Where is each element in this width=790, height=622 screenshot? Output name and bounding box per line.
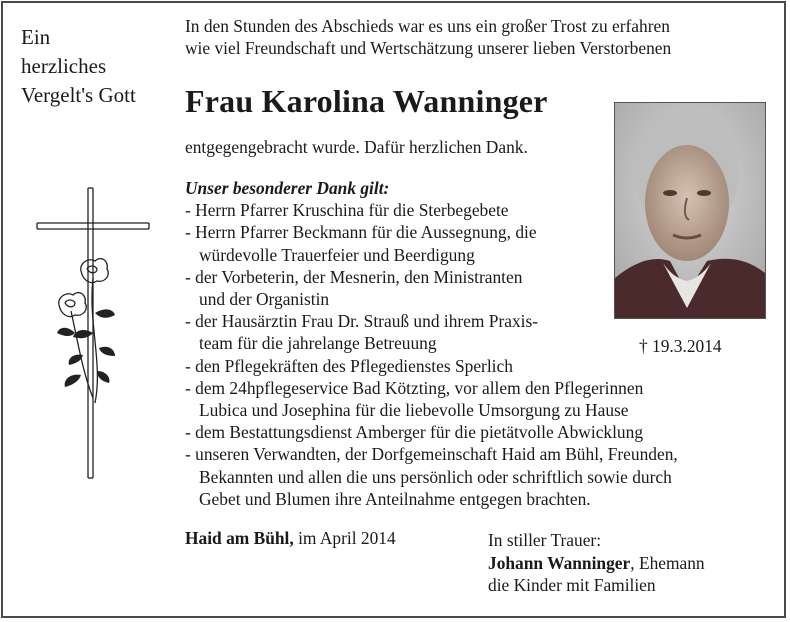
cross-with-roses-icon <box>33 183 153 483</box>
sidebar-text <box>21 23 136 110</box>
thanks-line: entgegengebracht wurde. Dafür herzlichen Dank. <box>185 137 528 157</box>
portrait-photo <box>614 102 766 319</box>
obituary-frame <box>1 1 786 618</box>
intro-line: In den Stunden des Abschieds war es uns ein großer Trost zu erfahren <box>185 16 670 36</box>
list-item-continuation: Gebet und Blumen ihre Anteilnahme entgegen brachten. <box>199 488 591 509</box>
mourning-label: In stiller Trauer: <box>488 530 602 550</box>
place-name: Haid am Bühl, <box>185 528 294 548</box>
intro-text <box>185 15 671 59</box>
list-item-continuation: team für die jahrelange Betreuung <box>199 333 437 354</box>
sidebar-line: herzliches <box>21 54 107 78</box>
list-item: - der Vorbeterin, der Mesnerin, den Ministranten <box>185 266 523 287</box>
place-date <box>185 528 396 549</box>
family-line: die Kinder mit Familien <box>488 575 656 595</box>
mourner-line <box>488 552 705 575</box>
sidebar-line: Vergelt's Gott <box>21 83 136 107</box>
list-item: - der Hausärztin Frau Dr. Strauß und ihrem Praxis- <box>185 311 539 332</box>
death-date: † 19.3.2014 <box>639 336 722 356</box>
list-item-continuation: Bekannten und allen die uns persönlich oder schriftlich sowie durch <box>199 466 672 487</box>
list-item: - unseren Verwandten, der Dorfgemeinschaft Haid am Bühl, Freunden, <box>185 444 678 465</box>
intro-line: wie viel Freundschaft und Wertschätzung unserer lieben Verstorbenen <box>185 38 672 58</box>
mourner-role: , Ehemann <box>630 552 705 573</box>
mourners-block <box>488 529 705 597</box>
list-item: - den Pflegekräften des Pflegedienstes Sperlich <box>185 355 513 376</box>
thanks-list <box>185 177 678 510</box>
date-text: im April 2014 <box>293 528 396 548</box>
list-item-continuation: würdevolle Trauerfeier und Beerdigung <box>199 244 475 265</box>
list-item-continuation: und der Organistin <box>199 289 330 310</box>
list-item: - dem Bestattungsdienst Amberger für die pietätvolle Abwicklung <box>185 422 644 443</box>
sidebar-line: Ein <box>21 25 51 49</box>
portrait-image <box>615 103 765 318</box>
mourner-name: Johann Wanninger <box>488 552 631 573</box>
list-item: - dem 24hpflegeservice Bad Kötzting, vor allem den Pflegerinnen <box>185 377 644 398</box>
list-item: - Herrn Pfarrer Beckmann für die Aussegnung, die <box>185 222 537 243</box>
list-item: - Herrn Pfarrer Kruschina für die Sterbegebete <box>185 200 509 221</box>
list-item-continuation: Lubica und Josephina für die liebevolle Umsorgung zu Hause <box>199 400 629 421</box>
thanks-heading: Unser besonderer Dank gilt: <box>185 178 390 198</box>
deceased-name: Frau Karolina Wanninger <box>185 83 548 119</box>
